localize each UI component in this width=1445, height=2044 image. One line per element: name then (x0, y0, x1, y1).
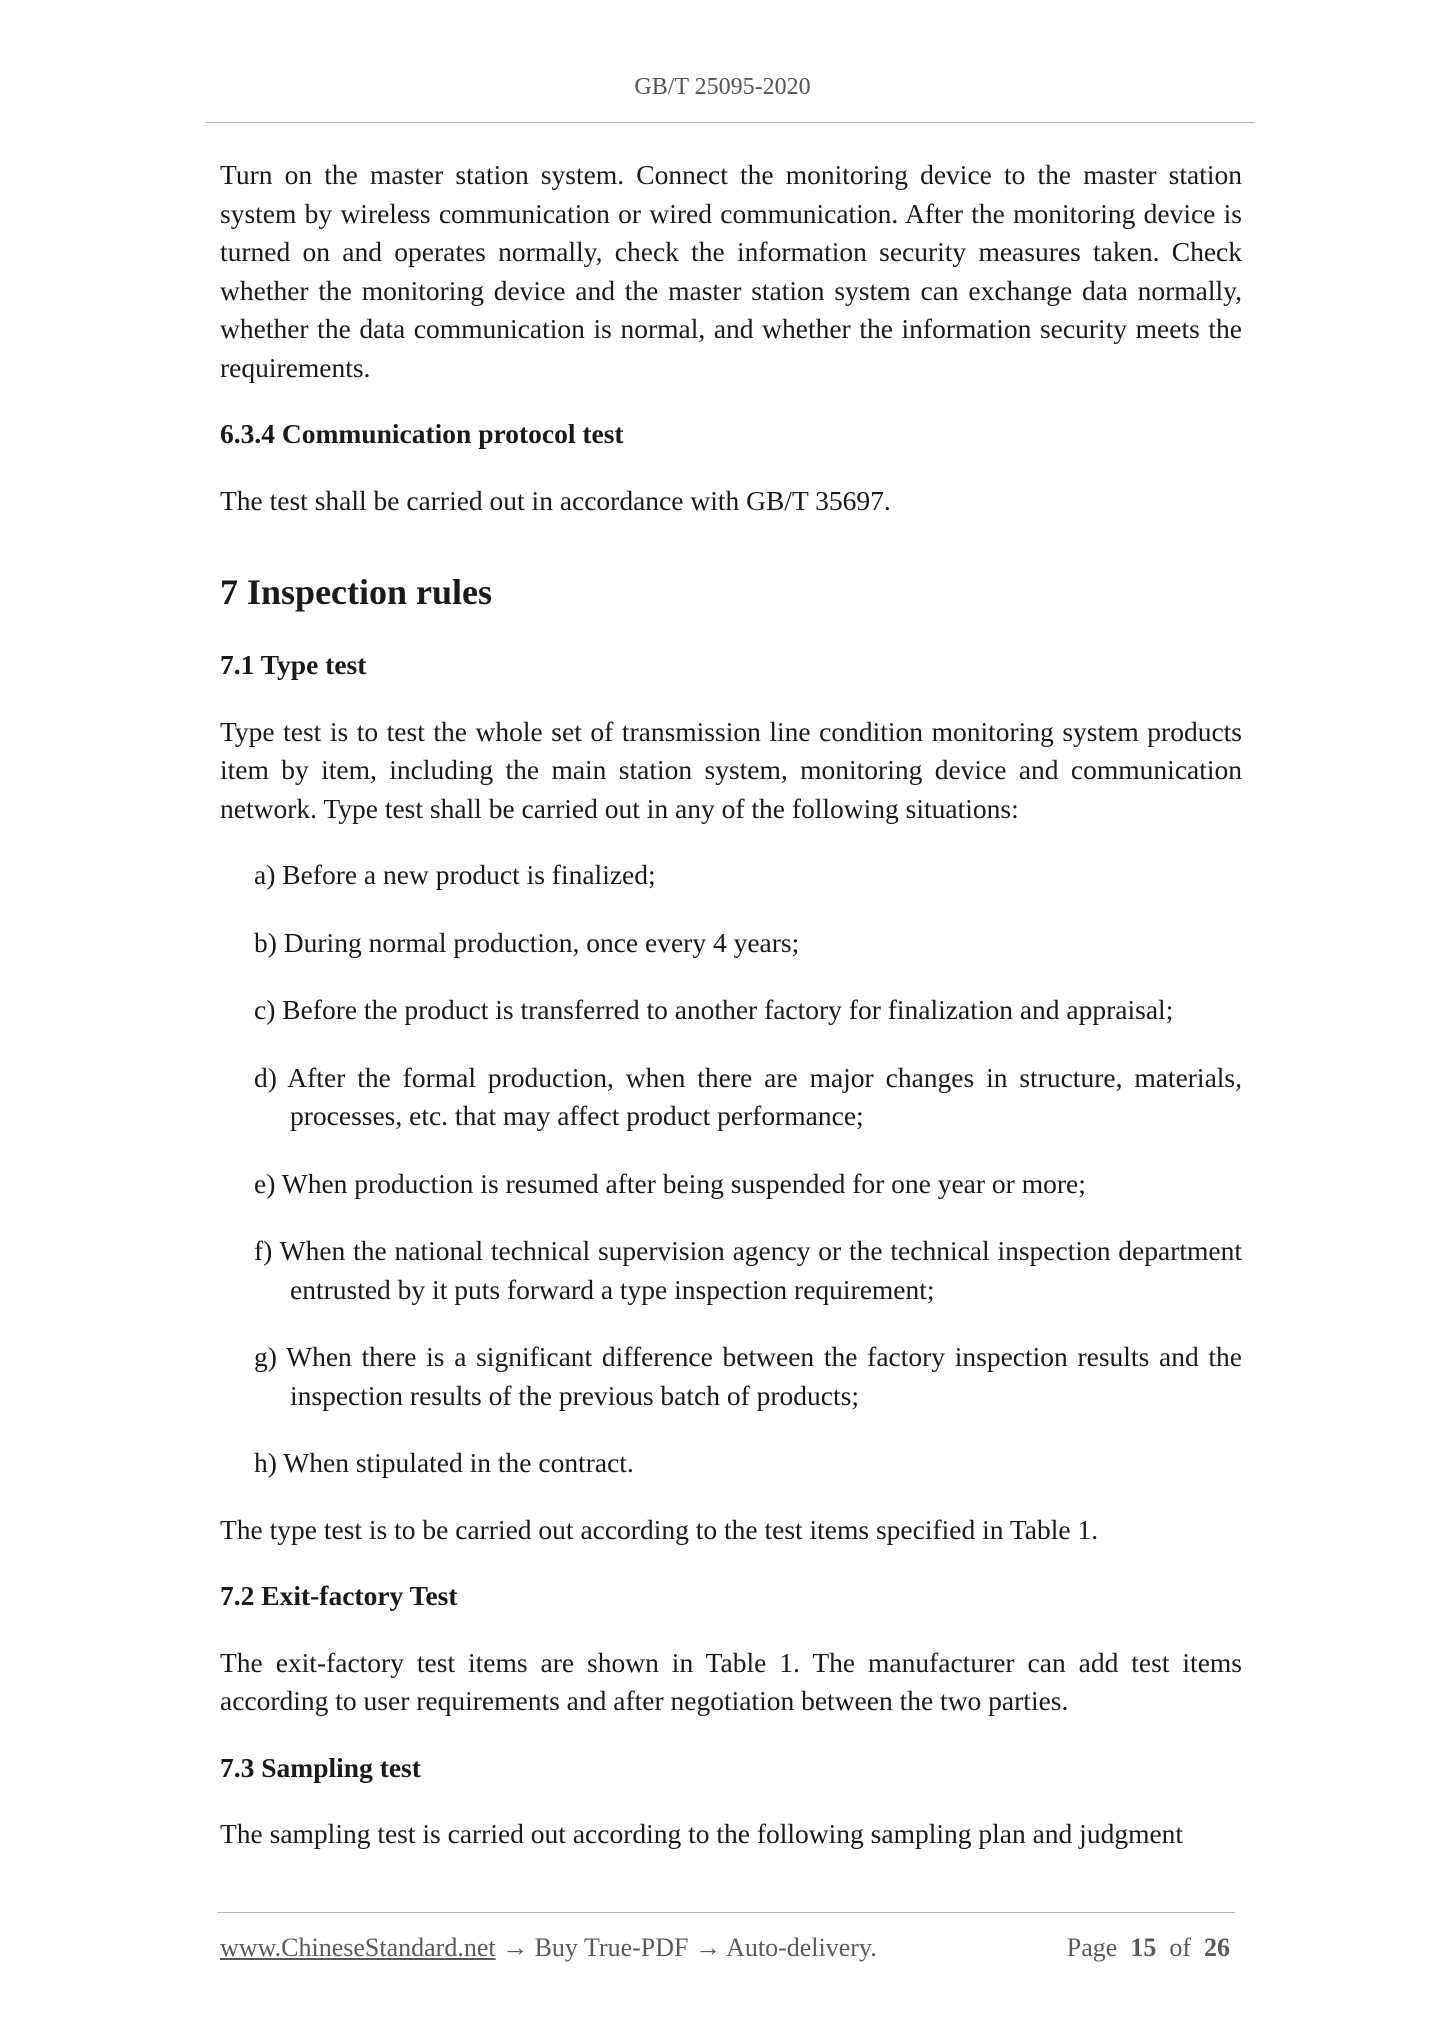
heading-7-1-type-test: 7.1 Type test (220, 649, 367, 680)
list-item: g) When there is a significant difference between the factory inspection results and the inspection results of the previous batch of products; (254, 1341, 1242, 1411)
page-current: 15 (1130, 1933, 1157, 1962)
paragraph-type-test: Type test is to test the whole set of transmission line condition monitoring system products item by item, including the main station system, monitoring device and communication network. Type test shall be carried out in any of the following situations: (220, 715, 1242, 824)
header-divider (205, 122, 1254, 123)
document-number-header: GB/T 25095-2020 (634, 74, 811, 100)
heading-7-2-exit-factory-test: 7.2 Exit-factory Test (220, 1580, 458, 1611)
list-item: f) When the national technical supervision agency or the technical inspection department entrusted by it puts forward a type inspection requirement; (254, 1235, 1242, 1305)
heading-7-3-sampling-test: 7.3 Sampling test (220, 1751, 421, 1783)
page-footer (220, 1933, 1235, 1963)
list-item: h) When stipulated in the contract. (254, 1447, 634, 1478)
paragraph-sampling-test: The sampling test is carried out according to the following sampling plan and judgment (220, 1818, 1184, 1849)
footer-divider (217, 1912, 1235, 1913)
list-item: d) After the formal production, when there are major changes in structure, materials, processes, etc. that may affect product performance; (254, 1061, 1242, 1131)
page-label: Page (1066, 1933, 1118, 1962)
page-number (1067, 1933, 1230, 1963)
heading-6-3-4: 6.3.4 Communication protocol test (220, 418, 624, 449)
type-test-situations-list (220, 856, 1242, 1483)
page-content (220, 156, 1242, 1854)
website-link[interactable]: www.ChineseStandard.net (220, 1933, 496, 1962)
paragraph-protocol-test: The test shall be carried out in accordance with GB/T 35697. (220, 484, 891, 516)
page-of-label: of (1169, 1933, 1191, 1962)
page-total: 26 (1204, 1933, 1230, 1962)
buy-pdf-text: Buy True-PDF (534, 1933, 689, 1962)
list-item: a) Before a new product is finalized; (254, 859, 656, 890)
arrow-icon: → (688, 1933, 727, 1962)
list-item: e) When production is resumed after being suspended for one year or more; (254, 1167, 1086, 1199)
paragraph-master-station: Turn on the master station system. Connect the monitoring device to the master station system by wireless communication or wired communication. After the monitoring device is turned on and operates normally, check the information security measures taken. Check whether the monitoring device and the master station system can exchange data normally, whether the data communication is normal, and whether the information security meets the requirements. (220, 159, 1242, 383)
list-item: b) During normal production, once every 4 years; (254, 926, 800, 958)
heading-7-inspection-rules: 7 Inspection rules (220, 572, 493, 612)
paragraph-type-test-table: The type test is to be carried out according to the test items specified in Table 1. (220, 1513, 1099, 1545)
list-item: c) Before the product is transferred to another factory for finalization and appraisal; (254, 994, 1174, 1025)
paragraph-exit-factory-test: The exit-factory test items are shown in Table 1. The manufacturer can add test items according to user requirements and after negotiation between the two parties. (220, 1646, 1242, 1716)
arrow-icon: → (495, 1933, 535, 1962)
auto-delivery-text: Auto-delivery. (726, 1933, 877, 1962)
